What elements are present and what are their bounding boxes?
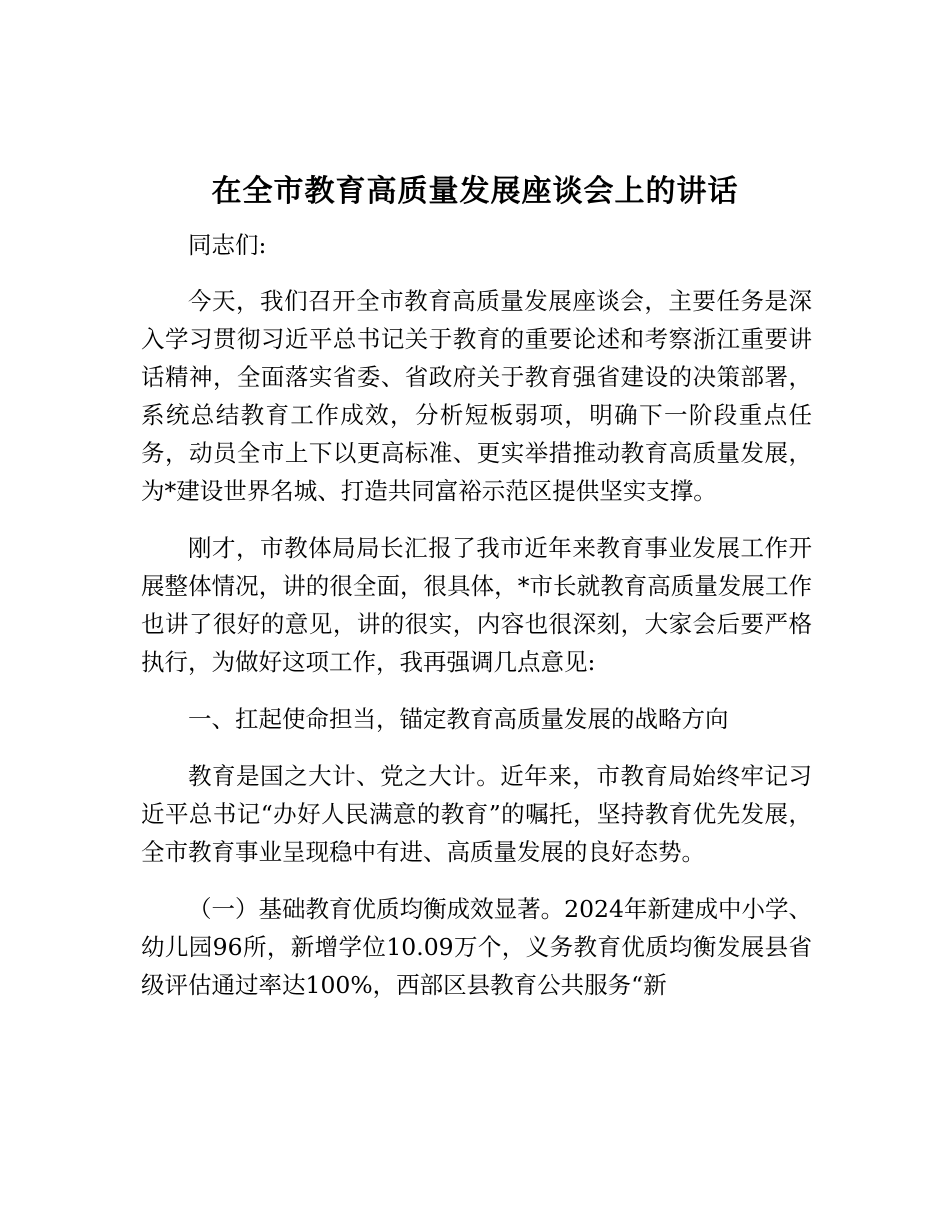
paragraph-intro: 今天，我们召开全市教育高质量发展座谈会，主要任务是深入学习贯彻习近平总书记关于教育的重要论述和考察浙江重要讲话精神，全面落实省委、省政府关于教育强省建设的决策部署，系统总结教育工作成效，分析短板弱项，明确下一阶段重点任务，动员全市上下以更高标准、更实举措推动教育高质量发展，为*建设世界名城、打造共同富裕示范区提供坚实支撑。	[141, 287, 812, 505]
section-heading-1: 一、扛起使命担当，锚定教育高质量发展的战略方向	[188, 705, 729, 733]
paragraph-subsection-1: （一）基础教育优质均衡成效显著。2024年新建成中小学、幼儿园96所，新增学位10.09万个，义务教育优质均衡发展县省级评估通过率达100%，西部区县教育公共服务“新	[141, 895, 812, 999]
document-title: 在全市教育高质量发展座谈会上的讲话	[211, 174, 739, 209]
document-body	[141, 226, 812, 1023]
paragraph-report: 刚才，市教体局局长汇报了我市近年来教育事业发展工作开展整体情况，讲的很全面，很具体，*市长就教育高质量发展工作也讲了很好的意见，讲的很实，内容也很深刻，大家会后要严格执行，为做好这项工作，我再强调几点意见:	[141, 534, 812, 676]
greeting: 同志们:	[188, 231, 267, 259]
paragraph-section-1: 教育是国之大计、党之大计。近年来，市教育局始终牢记习近平总书记“办好人民满意的教育”的嘱托，坚持教育优先发展，全市教育事业呈现稳中有进、高质量发展的良好态势。	[141, 762, 812, 866]
